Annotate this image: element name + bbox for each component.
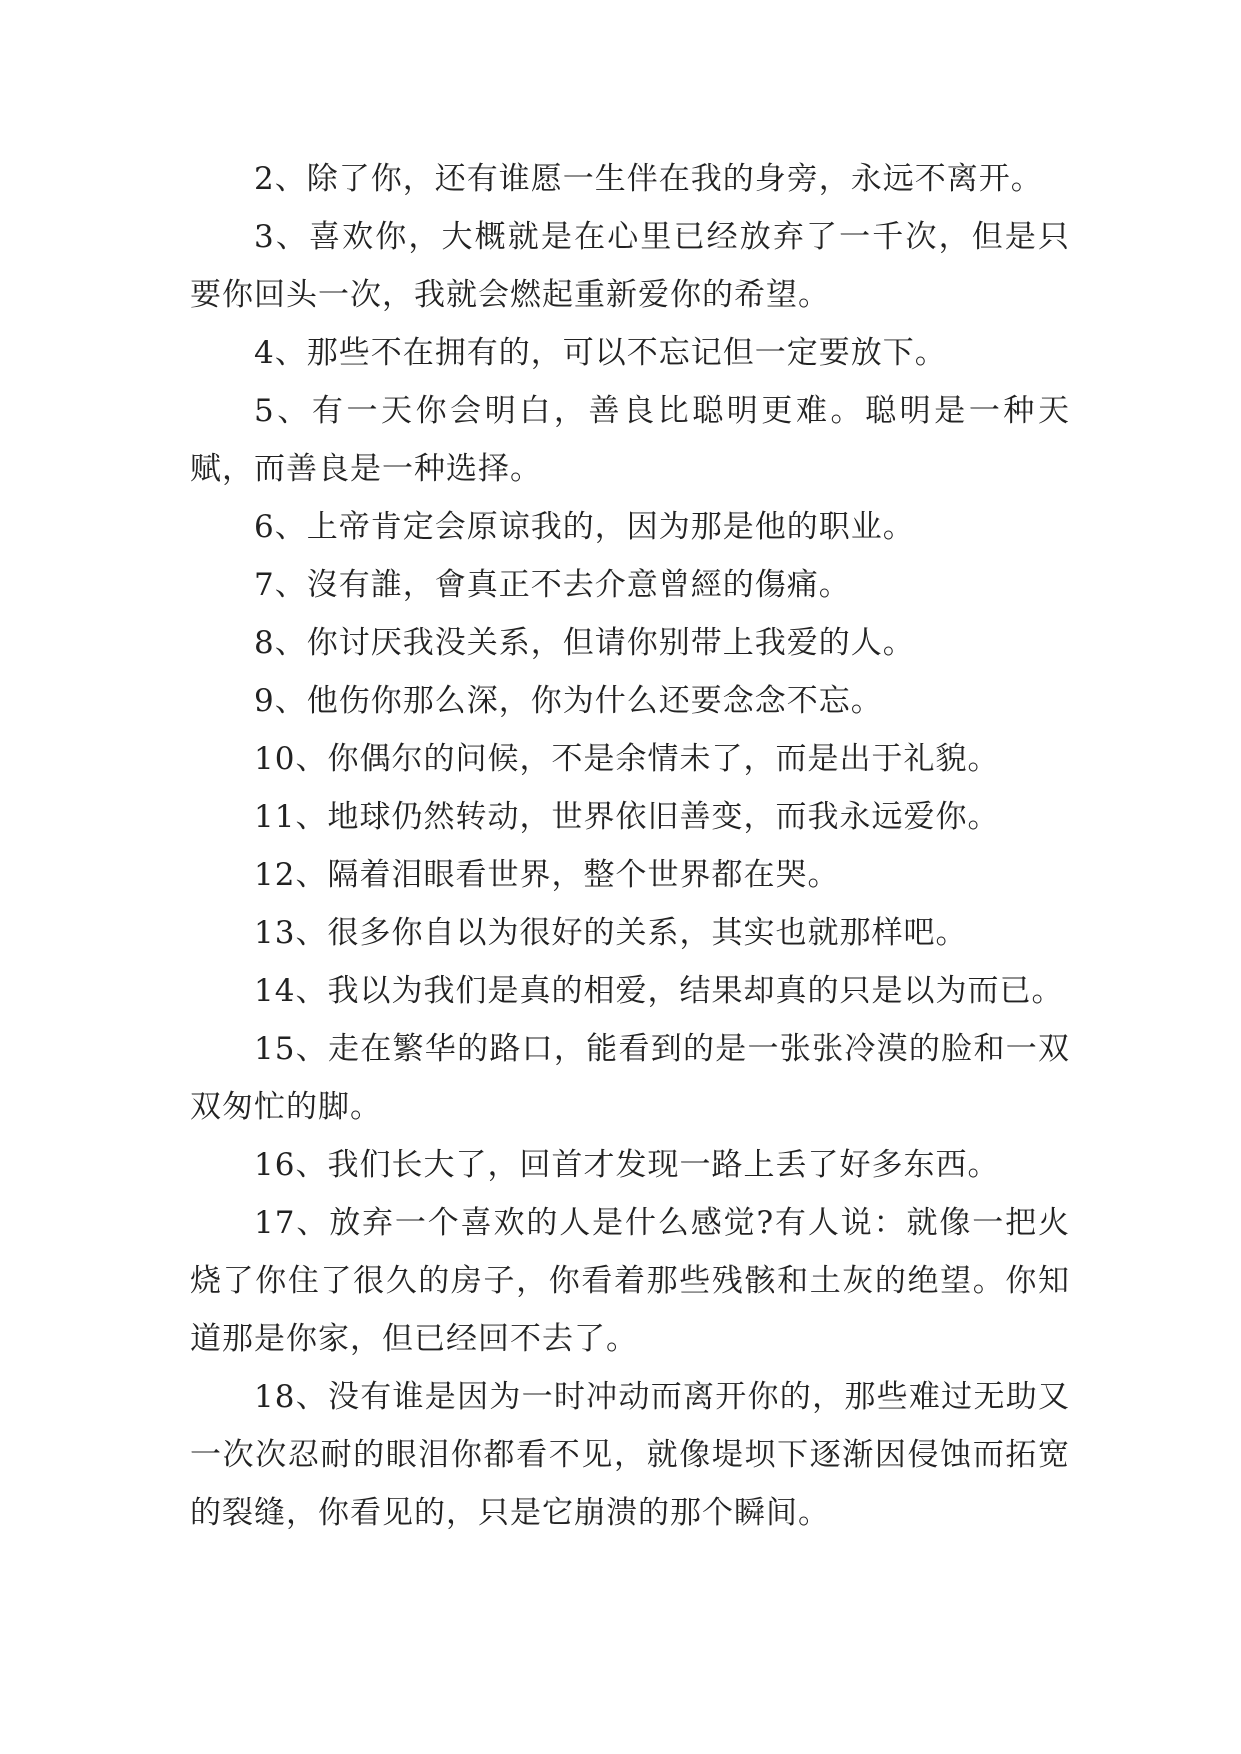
paragraph-9: 9、他伤你那么深，你为什么还要念念不忘。 [254, 683, 883, 719]
paragraph-7: 7、沒有誰，會真正不去介意曾經的傷痛。 [254, 567, 851, 603]
document-body [190, 150, 1070, 1542]
paragraph-18: 18、没有谁是因为一时冲动而离开你的，那些难过无助又一次次忍耐的眼泪你都看不见，就像堤坝下逐渐因侵蚀而拓宽的裂缝，你看见的，只是它崩溃的那个瞬间。 [190, 1379, 1070, 1531]
paragraph-6: 6、上帝肯定会原谅我的，因为那是他的职业。 [254, 509, 915, 545]
paragraph-13: 13、很多你自以为很好的关系，其实也就那样吧。 [254, 915, 968, 951]
paragraph-16: 16、我们长大了，回首才发现一路上丢了好多东西。 [254, 1147, 1000, 1183]
paragraph-2: 2、除了你，还有谁愿一生伴在我的身旁，永远不离开。 [254, 161, 1043, 197]
paragraph-3: 3、喜欢你，大概就是在心里已经放弃了一千次，但是只要你回头一次，我就会燃起重新爱你的希望。 [190, 219, 1070, 313]
paragraph-10: 10、你偶尔的问候，不是余情未了，而是出于礼貌。 [254, 741, 1000, 777]
paragraph-14: 14、我以为我们是真的相爱，结果却真的只是以为而已。 [254, 973, 1064, 1009]
paragraph-12: 12、隔着泪眼看世界，整个世界都在哭。 [254, 857, 840, 893]
paragraph-15: 15、走在繁华的路口，能看到的是一张张冷漠的脸和一双双匆忙的脚。 [190, 1031, 1070, 1125]
paragraph-11: 11、地球仍然转动，世界依旧善变，而我永远爱你。 [254, 799, 1000, 835]
paragraph-4: 4、那些不在拥有的，可以不忘记但一定要放下。 [254, 335, 947, 371]
paragraph-5: 5、有一天你会明白，善良比聪明更难。聪明是一种天赋，而善良是一种选择。 [190, 393, 1070, 487]
paragraph-8: 8、你讨厌我没关系，但请你别带上我爱的人。 [254, 625, 915, 661]
paragraph-17: 17、放弃一个喜欢的人是什么感觉?有人说：就像一把火烧了你住了很久的房子，你看着那些残骸和土灰的绝望。你知道那是你家，但已经回不去了。 [190, 1205, 1070, 1357]
